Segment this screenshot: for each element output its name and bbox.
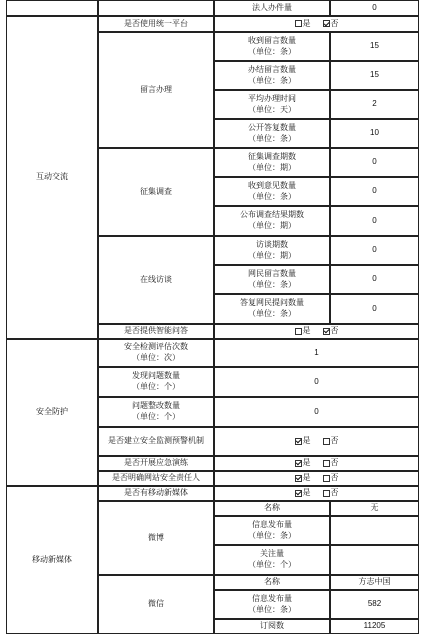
item-label: 信息发布量 [252,593,292,603]
wechat-name-label: 名称 [264,577,280,587]
item-label-cell [214,148,330,177]
checkbox-no[interactable] [323,436,339,447]
item-value: 0 [372,2,377,12]
item-value-cell [330,32,419,61]
item-value-cell [330,516,419,545]
item-value-cell [330,177,419,206]
item-label: 收到意见数量 [248,180,296,190]
smart-qa-label: 是否提供智能问答 [124,326,188,336]
item-label-cell [214,236,330,265]
item-value-cell [330,119,419,148]
section-cell-top [6,0,98,16]
group-wechat [98,575,214,634]
unified-platform-options [214,16,419,32]
unified-platform-label: 是否使用统一平台 [124,18,188,28]
group-title: 在线访谈 [140,274,172,284]
item-value-cell [330,236,419,265]
item-value: 0 [314,406,319,416]
item-label-cell [98,339,214,367]
item-label-cell [214,32,330,61]
section-mobile [6,486,98,634]
section-interaction [6,16,98,339]
checkbox-checked-icon [295,460,302,467]
item-label: 订阅数 [260,621,284,631]
item-unit: （单位：个） [132,382,180,391]
check-label: 是否开展应急演练 [124,458,188,468]
item-label: 收到留言数量 [248,35,296,45]
checkbox-no-label: 否 [330,488,339,498]
item-unit: （单位：次） [132,353,180,362]
item-label-cell [98,367,214,397]
checkbox-no[interactable] [323,488,339,499]
checkbox-box-icon [323,438,330,445]
checkbox-checked-icon [323,328,330,335]
checkbox-no-label: 否 [330,326,339,336]
group-title: 微博 [148,532,164,542]
smart-qa-label-cell [98,324,214,339]
item-value-cell [214,397,419,427]
wechat-name-value-cell [330,575,419,590]
checkbox-yes[interactable] [295,458,311,469]
item-value-cell [214,339,419,367]
item-value: 0 [372,215,377,225]
checkbox-yes[interactable] [295,436,311,447]
weibo-name-label-cell [214,501,330,516]
item-value-cell [330,61,419,90]
checkbox-no-label: 否 [330,436,339,446]
checkbox-no-label: 否 [330,458,339,468]
wechat-name-label-cell [214,575,330,590]
item-label: 公开答复数量 [248,122,296,132]
item-label: 信息发布量 [252,519,292,529]
item-value-cell [214,367,419,397]
checkbox-box-icon [295,328,302,335]
item-label: 网民留言数量 [248,268,296,278]
check-options [214,427,419,456]
section-title: 互动交流 [36,172,68,182]
checkbox-yes[interactable] [295,488,311,499]
item-value: 11205 [363,621,386,631]
item-unit: （单位：天） [248,104,296,114]
item-value-cell [330,148,419,177]
has-mobile-options [214,486,419,501]
item-unit: （单位：个） [132,412,180,421]
checkbox-yes-label: 是 [302,488,311,498]
item-unit: （单位：条） [248,191,296,201]
weibo-name-value: 无 [370,503,379,513]
item-value-cell [330,619,419,634]
has-mobile-label: 是否有移动新媒体 [124,488,188,498]
item-label: 公布调查结果期数 [240,210,304,220]
item-label: 征集调查期数 [248,151,296,161]
item-label-cell [214,177,330,206]
group-title: 留言办理 [140,84,172,94]
checkbox-checked-icon [323,20,330,27]
checkbox-no[interactable] [323,473,339,484]
item-unit: （单位：条） [248,604,296,614]
item-label: 关注量 [260,549,284,559]
item-unit: （单位：条） [248,279,296,289]
check-label: 是否明确网站安全责任人 [112,473,200,483]
checkbox-no-label: 否 [330,473,339,483]
item-label: 答复网民提问数量 [240,298,304,308]
item-unit: （单位：条） [248,75,296,85]
item-value-cell [330,265,419,294]
item-label: 法人办件量 [252,2,292,12]
group-online-interview [98,236,214,324]
weibo-name-value-cell [330,501,419,516]
checkbox-no[interactable] [323,458,339,469]
checkbox-box-icon [323,475,330,482]
wechat-name-value: 方志中国 [358,577,391,587]
item-label-cell [214,0,330,16]
item-label: 发现问题数量 [132,371,180,381]
item-unit: （单位：条） [248,46,296,56]
checkbox-box-icon [323,490,330,497]
group-title: 征集调查 [140,186,172,196]
item-value: 10 [370,128,379,138]
item-unit: （单位：条） [248,133,296,143]
item-value-cell [330,206,419,236]
item-label-cell [214,265,330,294]
item-label-cell [214,90,330,119]
section-security [6,339,98,486]
check-label-cell [98,427,214,456]
item-label: 问题整改数量 [132,401,180,411]
item-unit: （单位：条） [248,530,296,540]
item-value: 582 [367,599,382,609]
item-value: 15 [370,70,379,80]
checkbox-yes-label: 是 [302,473,311,483]
item-value-cell [330,0,419,16]
checkbox-yes[interactable] [295,326,311,337]
check-options [214,456,419,471]
item-label-cell [214,294,330,324]
checkbox-yes-label: 是 [302,458,311,468]
checkbox-checked-icon [295,438,302,445]
checkbox-checked-icon [295,475,302,482]
item-label-cell [98,397,214,427]
weibo-name-label: 名称 [264,503,280,513]
group-title: 微信 [148,599,164,609]
item-label: 平均办理时间 [248,93,296,103]
group-message-handling [98,32,214,148]
item-unit: （单位：条） [248,309,296,318]
checkbox-no[interactable] [323,326,339,337]
item-label-cell [214,516,330,545]
item-value-cell [330,545,419,575]
check-label-cell [98,456,214,471]
item-unit: （单位：期） [248,221,296,230]
item-unit: （单位：期） [248,162,296,172]
item-unit: （单位：个） [248,560,296,569]
item-label-cell [214,545,330,575]
item-unit: （单位：期） [248,250,296,260]
section-title: 安全防护 [36,407,68,417]
checkbox-box-icon [323,460,330,467]
item-value-cell [330,90,419,119]
item-label-cell [214,619,330,634]
checkbox-yes[interactable] [295,473,311,484]
group-cell-top [98,0,214,16]
checkbox-no[interactable] [323,19,339,30]
section-title: 移动新媒体 [32,554,72,564]
check-label: 是否建立安全监测预警机制 [108,436,204,446]
item-value: 1 [314,347,319,357]
item-label: 访谈期数 [256,239,288,249]
check-options [214,471,419,486]
item-value-cell [330,294,419,324]
smart-qa-options [214,324,419,339]
item-value: 0 [372,303,377,313]
check-label-cell [98,471,214,486]
checkbox-box-icon [295,20,302,27]
checkbox-yes[interactable] [295,19,311,30]
item-value: 0 [372,157,377,167]
item-label-cell [214,590,330,619]
checkbox-no-label: 否 [330,18,339,28]
group-survey [98,148,214,236]
has-mobile-label-cell [98,486,214,501]
checkbox-checked-icon [295,490,302,497]
unified-platform-label-cell [98,16,214,32]
item-label-cell [214,206,330,236]
item-label: 办结留言数量 [248,64,296,74]
item-value: 15 [370,41,379,51]
item-value-cell [330,590,419,619]
checkbox-yes-label: 是 [302,326,311,336]
checkbox-yes-label: 是 [302,18,311,28]
item-label-cell [214,119,330,148]
item-value: 0 [372,245,377,255]
group-weibo [98,501,214,575]
item-label: 安全检测评估次数 [124,342,188,352]
item-value: 2 [372,99,377,109]
item-label-cell [214,61,330,90]
checkbox-yes-label: 是 [302,436,311,446]
item-value: 0 [372,186,377,196]
item-value: 0 [314,376,319,386]
item-value: 0 [372,274,377,284]
